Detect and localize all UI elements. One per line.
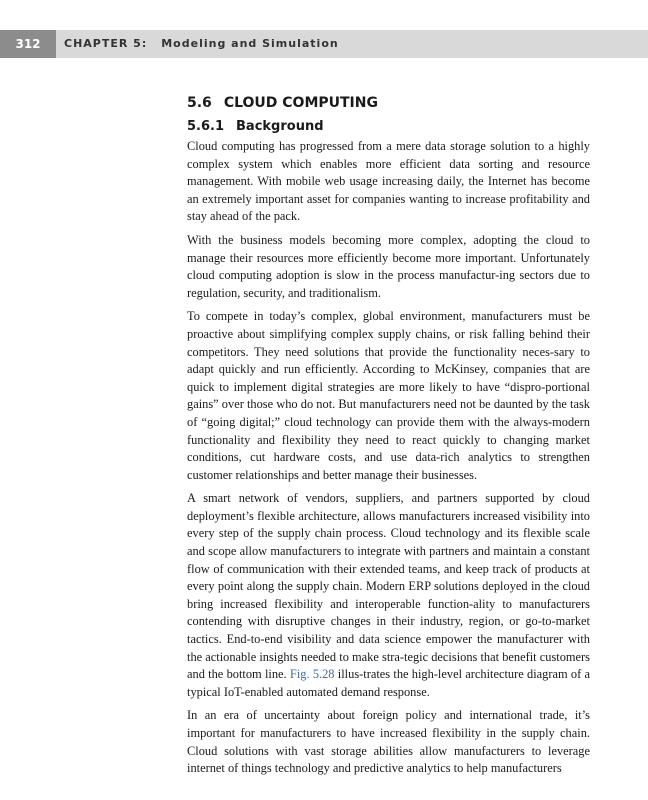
subsection-heading <box>187 119 590 134</box>
section-heading <box>187 95 590 111</box>
chapter-label: CHAPTER 5: <box>64 37 148 50</box>
subsection-number: 5.6.1 <box>187 119 225 134</box>
paragraph-5: In an era of uncertainty about foreign policy and international trade, it’s important for manufacturers to have increased flexibility in the supply chain. Cloud solutions with vast storage abilities allow manufacturers to leverage internet of things technology and predictive analytics to help manufacturers <box>187 708 590 776</box>
paragraph-2: With the business models becoming more complex, adopting the cloud to manage their resources more efficiently become more important. Unfortunately cloud computing adoption is slow in the process manufactur-ing sectors due to regulation, security, and traditionalism. <box>187 232 590 300</box>
subsection-title: Background <box>236 119 324 134</box>
paragraph-3: To compete in today’s complex, global environment, manufacturers must be proactive about simplifying complex supply chains, or risk falling behind their competitors. They need solutions that provide the functionality neces-sary to adapt quickly and run efficiently. According to McKinsey, companies that are quick to implement digital strategies are more likely to have “dispro-portional gains” over those who do not. But manufacturers need not be daunted by the task of “going digital;” cloud technology can provide them with the always-modern functionality and flexibility they need to react quickly to changing market conditions, cut hardware costs, and use data-rich analytics to strengthen customer relationships and better manage their businesses. <box>187 309 590 482</box>
chapter-title: Modeling and Simulation <box>161 37 339 50</box>
section-title: CLOUD COMPUTING <box>223 95 378 111</box>
page-number: 312 <box>0 30 56 58</box>
paragraph-1: Cloud computing has progressed from a mere data storage solution to a highly complex system which enables more efficient data sorting and resource management. With mobile web usage increasing daily, the Internet has become an extremely important asset for companies wanting to increase profitability and stay ahead of the pack. <box>187 139 590 224</box>
paragraph-4-text-b: illus-trates the high-level architecture diagram of a typical IoT-enabled automated demand response. <box>187 667 590 699</box>
running-header <box>0 30 648 58</box>
page-body <box>187 95 590 784</box>
running-head-text <box>64 30 339 58</box>
section-number: 5.6 <box>187 95 212 111</box>
paragraph-4-text-a: A smart network of vendors, suppliers, and partners supported by cloud deployment’s flexible architecture, allows manufacturers increased visibility into every step of the supply chain process. Cloud technology and its flexible scale and scope allow manufacturers to integrate with partners and maintain a constant flow of communication with their extended teams, and keep track of products at every point along the supply chain. Modern ERP solutions deployed in the cloud bring increased flexibility and interoperable function-ality to manufacturers contending with disruptive changes in their industry, region, or go-to-market tactics. End-to-end visibility and data science empower the manufacturer with the actionable insights needed to make stra-tegic decisions that benefit customers and the bottom line. <box>187 491 590 682</box>
paragraph-4 <box>187 490 590 701</box>
figure-reference-link[interactable]: Fig. 5.28 <box>289 667 335 682</box>
